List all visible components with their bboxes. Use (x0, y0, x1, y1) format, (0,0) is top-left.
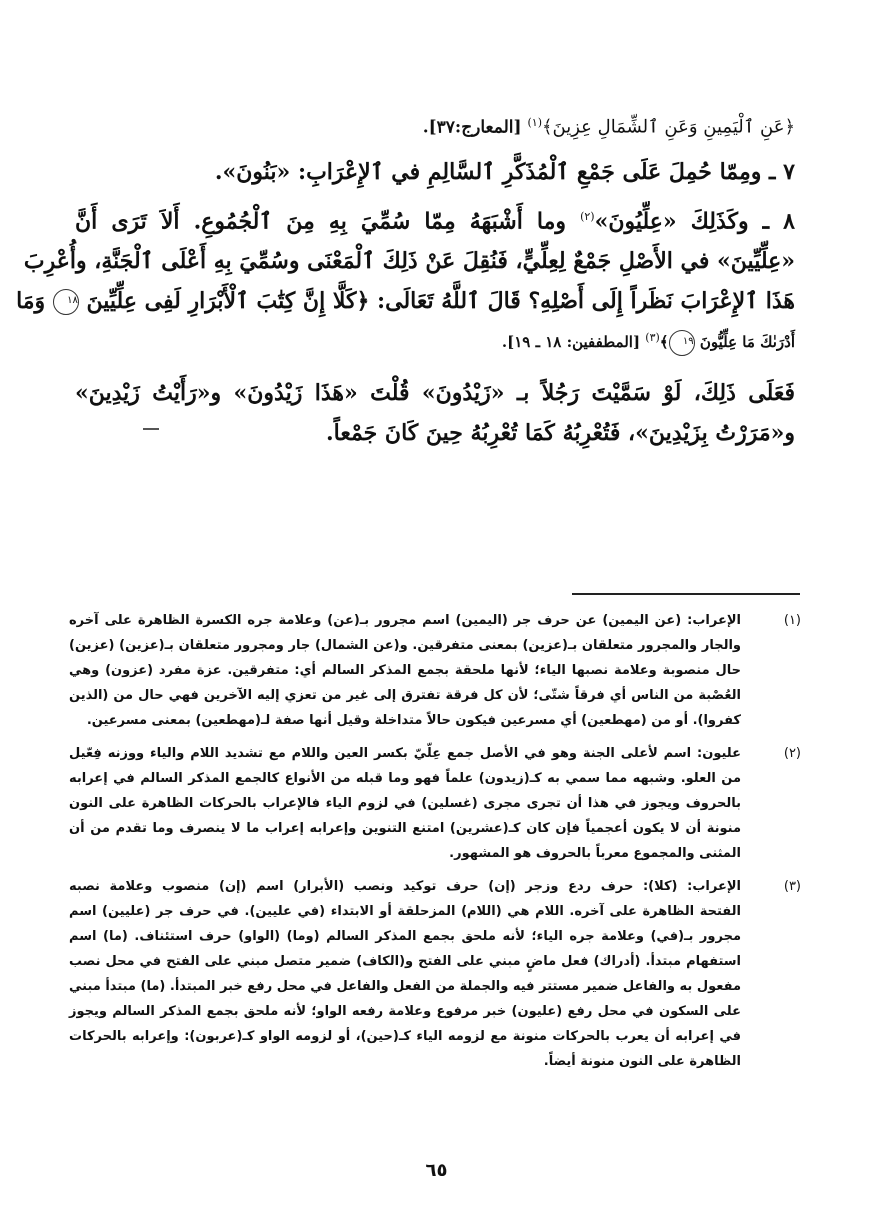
footnote-marker-3: (٣) (645, 330, 660, 344)
page-number: ٦٥ (425, 1160, 448, 1181)
footnote-line: كفروا). أو من (مهطعين) أي مسرعين فيكون حالاً متداخلة وقيل أنها صفة لـ(مهطعين) بمعنى مسرعين. (86, 713, 741, 728)
verse-close-bracket: ﴾ (659, 332, 669, 351)
footnote-separator (572, 593, 800, 595)
quran-verse: ﴿عَنِ ٱلْيَمِينِ وَعَنِ ٱلشِّمَالِ عِزِينَ﴾ (541, 116, 795, 138)
verse-continued: وَمَا (16, 287, 46, 314)
footnote-number: (٢) (783, 746, 801, 761)
footnote-line: المثنى والمجموع معرباً بالحروف هو المشهور. (449, 846, 741, 861)
footnote-marker-2: (٢) (580, 209, 595, 223)
paragraph-8-line-3 (16, 281, 795, 321)
footnote-line: الظاهرة على النون منونة أيضاً. (543, 1054, 741, 1069)
paragraph-8-line-2: «عِلِّيِّينَ» في الأَصْلِ جَمْعٌ لِعِلِّيٍّ، فَنُقِلَ عَنْ ذَلِكَ ٱلْمَعْنَى وسُمِّيَ بِهِ أَعْلَى ٱلْجَنَّةِ، وأُعْرِبَ (23, 247, 795, 274)
main-text (16, 108, 795, 453)
footnote-line: في إعرابه أن يعرب بالحركات منونة مع لزومه الياء كـ(حين)، أو لزومه الواو كـ(عربون): وإعرابه بالحركات (69, 1029, 741, 1044)
footnote-line: مجرور بـ(في) وعلامة جره الياء؛ لأنه ملحق بجمع المذكر السالم (وما) (الواو) حرف استئناف. (ما) اسم (69, 929, 741, 944)
footnote-number: (٣) (783, 879, 801, 894)
verse-text: هَذَا ٱلإِعْرَابَ نَظَراً إِلَى أَصْلِهِ؟ قَالَ ٱللَّهُ تَعَالَى: ﴿كَلَّا إِنَّ كِتَٰبَ ٱلْأَبْرَارِ لَفِى عِلِّيِّينَ (86, 287, 795, 314)
paragraph-7: ٧ ـ ومِمّا حُمِلَ عَلَى جَمْعِ ٱلْمُذَكَّرِ ٱلسَّالِمِ في ٱلإِعْرَابِ: «بَنُونَ». (214, 158, 795, 185)
footnote-line: الإعراب: (عن اليمين) عن حرف جر (اليمين) اسم مجرور بـ(عن) وعلامة جره الكسرة الظاهرة على آخره (69, 613, 741, 628)
footnotes (69, 608, 801, 1082)
paragraph-8-line-1 (75, 197, 795, 241)
footnote-line: الإعراب: (كلا): حرف ردع وزجر (إن) حرف توكيد ونصب (الأبرار) اسم (إن) منصوب وعلامة نصبه (69, 879, 741, 894)
footnote-3 (69, 874, 801, 1074)
footnote-2 (69, 741, 801, 866)
footnote-line: حال منصوبة وعلامة نصبها الياء؛ لأنها ملحقة بجمع المذكر السالم أي: متفرقين. عزة مفرد (عزون) وهي (69, 663, 741, 678)
footnote-line: والجار والمجرور متعلقان بـ(عزين) بمعنى متفرقين. و(عن الشمال) جار ومجرور متعلقان بـ(عزين) (عزين) (69, 638, 741, 653)
footnote-marker-1: (١) (527, 116, 542, 129)
paragraph-8-start: ٨ ـ وكَذَلِكَ «عِلِّيُونَ» (594, 207, 795, 234)
footnote-line: العُصْبة من الناس أي فرقاً شتّى؛ لأن كل فرقة تفترق إلى غير من تعزي إليه الآخرين فهي حال من (الذين (69, 688, 741, 703)
footnote-line: مفعول به والفاعل ضمير مستتر فيه والجملة من الفعل والفاعل في محل رفع خبر المبتدأ. (ما) مبتدأ مبني (69, 979, 741, 994)
footnote-1 (69, 608, 801, 733)
paragraph-8-continued: وما أَشْبَهَهُ مِمّا سُمِّيَ بِهِ مِنَ ٱلْجُمُوعِ. أَلاَ تَرَى أَنَّ (75, 207, 566, 234)
ayah-number-19: ١٩ (669, 330, 695, 356)
footnote-number: (١) (783, 613, 801, 628)
paragraph-9-line-1: فَعَلَى ذَلِكَ، لَوْ سَمَّيْتَ رَجُلاً بـ «زَيْدُونَ» قُلْتَ «هَذَا زَيْدُونَ» و«رَأَيْتُ زَيْدِينَ» (75, 379, 795, 406)
verse-reference: [المطففين: ١٨ ـ ١٩]. (501, 332, 641, 351)
footnote-line: من العلو. وشبهه مما سمي به كـ(زيدون) علماً فهو وما قبله من الأنواع كالجمع المذكر السالم في إعرابه (69, 771, 741, 786)
footnote-line: بالحروف ويجوز في هذا أن تجرى مجرى (غسلين) في لزوم الياء فالإعراب بالحركات الظاهرة على النون (69, 796, 741, 811)
verse-reference: [المعارج:٣٧]. (422, 117, 522, 138)
quran-citation-line (75, 108, 795, 143)
footnote-line: منونة أن لا يكون أعجمياً فإن كان كـ(عشرين) امتنع التنوين وإعرابه إعراب ما لا ينصرف وما تقدم من أن (69, 821, 741, 836)
footnote-line: استفهام مبتدأ. (أدراك) فعل ماضٍ مبني على الفتح و(الكاف) ضمير متصل مبني على الفتح في محل نصب (69, 954, 741, 969)
ayah-number-18: ١٨ (53, 289, 79, 315)
footnote-line: عليون: اسم لأعلى الجنة وهو في الأصل جمع عِلّيّ بكسر العين واللام مع تشديد اللام والياء ووزنه فِعّيل (69, 746, 741, 761)
footnote-line: الفتحة الظاهرة على آخره. اللام هي (اللام) المزحلقة أو الابتداء (في عليين). في حرف جر (عليين) اسم (69, 904, 741, 919)
paragraph-8-line-4 (75, 321, 795, 359)
paragraph-9-line-2: و«مَرَرْتُ بِزَيْدِينَ»، فَتُعْرِبُهُ كَمَا تُعْرِبُهُ حِينَ كَانَ جَمْعاً. (325, 419, 795, 446)
stray-mark (143, 428, 159, 430)
verse-text-end: أَدْرَىٰكَ مَا عِلِّيُّونَ (699, 332, 795, 351)
footnote-line: على السكون في محل رفع (عليون) خبر مرفوع وعلامة رفعه الواو؛ لأنه ملحق بجمع المذكر السالم ويجوز (69, 1004, 741, 1019)
